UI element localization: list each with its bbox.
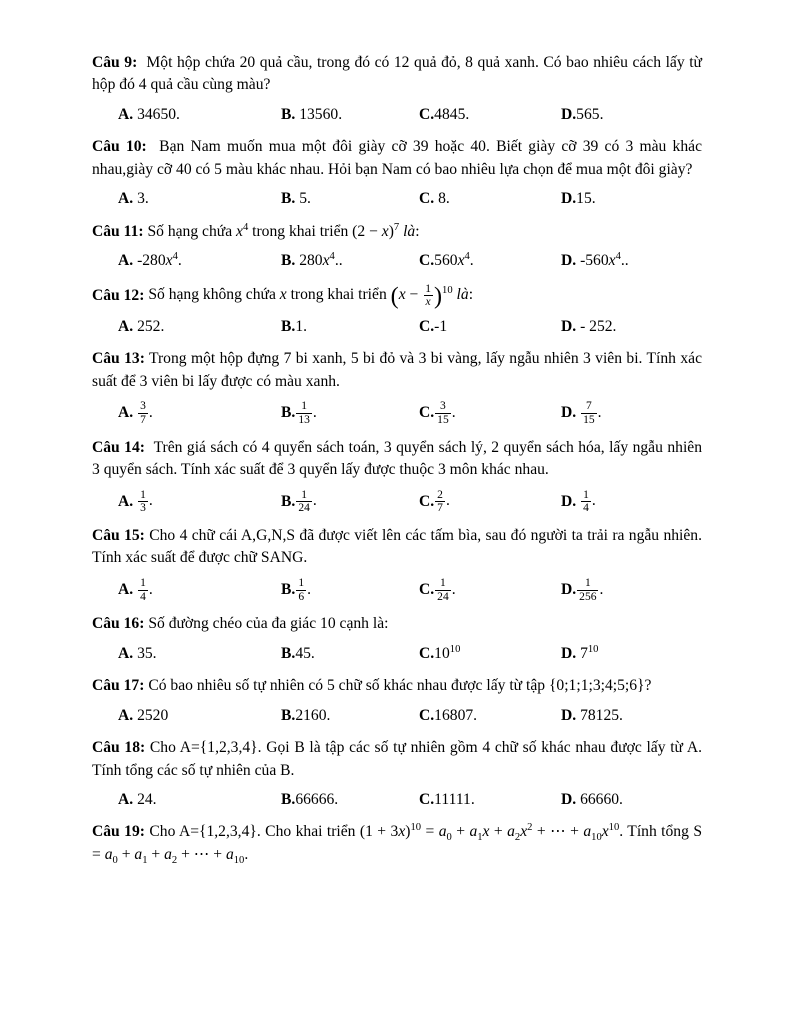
question-block <box>92 437 702 515</box>
question-paragraph <box>92 737 702 782</box>
answer-option <box>118 705 281 727</box>
question-paragraph <box>92 437 702 482</box>
option-value: -1 <box>434 318 448 335</box>
option-value: 15. <box>576 190 596 208</box>
option-value: $\frac{1}{4}$ . <box>140 576 153 603</box>
answer-option <box>561 705 702 727</box>
option-letter: B. <box>281 318 296 335</box>
answer-option <box>419 250 561 272</box>
answer-option <box>118 643 281 665</box>
options-row <box>92 104 702 126</box>
question-block <box>92 821 702 866</box>
answer-option <box>419 705 561 727</box>
option-letter: C. <box>419 492 435 510</box>
question-label: Câu 17: <box>92 677 145 695</box>
option-letter: D. <box>561 580 577 598</box>
question-label: Câu 18: <box>92 739 146 757</box>
question-text: Số đường chéo của đa giác 10 cạnh là: <box>144 615 389 633</box>
option-letter: D. <box>561 318 577 335</box>
question-text: Một hộp chứa 20 quả cầu, trong đó có 12 quả đỏ, 8 quả xanh. Có bao nhiêu cách lấy từ hộp đó 4 quả cầu cùng màu? <box>92 54 702 94</box>
question-block <box>92 52 702 126</box>
question-label: Câu 13: <box>92 350 145 368</box>
question-label: Câu 11: <box>92 222 144 240</box>
question-text: Trên giá sách có 4 quyển sách toán, 3 quyển sách lý, 2 quyển sách hóa, lấy ngẫu nhiên 3 quyển sách. Tính xác suất để 3 quyển lấy được thuộc 3 môn khác nhau. <box>92 438 702 479</box>
question-text: Số hạng không chứa x trong khai triển (x − $\frac{1}{x}$ )$^{10}$ là: <box>144 282 474 310</box>
option-letter: A. <box>118 492 134 510</box>
option-letter: D. <box>561 105 577 123</box>
answer-option <box>561 104 702 126</box>
option-value: 3. <box>133 190 149 208</box>
option-letter: B. <box>281 404 296 422</box>
option-letter: A. <box>118 791 134 809</box>
option-value: 35. <box>133 644 157 662</box>
question-paragraph <box>92 525 702 570</box>
option-value: $\frac{1}{24}$ . <box>298 488 317 515</box>
answer-option <box>281 188 419 210</box>
option-value: 24. <box>133 791 157 809</box>
answer-option <box>419 400 561 426</box>
option-value: 34650. <box>133 105 180 123</box>
options-row <box>92 643 702 665</box>
option-letter: B. <box>281 252 296 270</box>
options-row <box>92 400 702 426</box>
option-value: $280x^4$.. <box>295 250 343 270</box>
option-value: $560x^4$. <box>434 250 474 270</box>
option-letter: D. <box>561 706 577 724</box>
option-letter: B. <box>281 791 296 809</box>
question-label: Câu 19: <box>92 823 145 841</box>
question-label: Câu 16: <box>92 615 145 633</box>
question-text: Cho A={1,2,3,4}. Gọi B là tập các số tự nhiên gồm 4 chữ số khác nhau được lấy từ A. Tính tổng các số tự nhiên của B. <box>92 739 702 779</box>
option-value: $\frac{1}{6}$ . <box>298 576 311 603</box>
answer-option <box>118 577 281 603</box>
answer-option <box>118 250 281 272</box>
answer-option <box>419 316 561 338</box>
question-paragraph <box>92 348 702 393</box>
answer-option <box>561 250 702 272</box>
answer-option <box>281 643 419 665</box>
answer-option <box>419 577 561 603</box>
option-letter: D. <box>561 252 577 270</box>
option-value: $\frac{1}{256}$ . <box>579 576 604 603</box>
option-value: 13560. <box>295 105 343 123</box>
answer-option <box>561 789 702 811</box>
option-value: $\frac{1}{13}$ . <box>298 400 317 427</box>
option-letter: B. <box>281 492 296 510</box>
question-paragraph <box>92 221 702 243</box>
question-paragraph <box>92 136 702 181</box>
answer-option <box>419 104 561 126</box>
option-value: $10^{10}$ <box>434 643 461 662</box>
answer-option <box>118 400 281 426</box>
option-value: 4845. <box>434 105 470 123</box>
question-block <box>92 221 702 273</box>
option-letter: D. <box>561 791 577 809</box>
answer-option <box>281 577 419 603</box>
answer-option <box>118 104 281 126</box>
option-letter: B. <box>281 190 296 208</box>
option-letter: D. <box>561 404 577 422</box>
option-letter: C. <box>419 706 435 724</box>
answer-option <box>561 643 702 665</box>
option-letter: C. <box>419 105 435 123</box>
option-letter: C. <box>419 190 435 208</box>
option-letter: C. <box>419 252 435 270</box>
option-value: 66666. <box>295 791 339 809</box>
option-value: - 252. <box>576 318 617 335</box>
option-value: $\frac{3}{15}$ . <box>437 400 456 427</box>
question-paragraph <box>92 613 702 635</box>
question-label: Câu 15: <box>92 527 145 545</box>
option-value: $\frac{3}{7}$ . <box>140 400 153 427</box>
options-row <box>92 250 702 272</box>
options-row <box>92 577 702 603</box>
question-text: Số hạng chứa $x^4$ trong khai triển $(2 - x)^7$ là: <box>143 221 420 240</box>
question-paragraph <box>92 52 702 97</box>
option-letter: A. <box>118 252 134 270</box>
options-row <box>92 188 702 210</box>
option-value: 8. <box>434 190 450 208</box>
question-block <box>92 737 702 811</box>
question-block <box>92 525 702 603</box>
question-label: Câu 9: <box>92 54 138 71</box>
answer-option <box>118 316 281 338</box>
question-label: Câu 14: <box>92 438 145 456</box>
answer-option <box>419 489 561 515</box>
options-row <box>92 789 702 811</box>
question-paragraph <box>92 821 702 866</box>
option-letter: B. <box>281 644 296 662</box>
answer-option <box>561 188 702 210</box>
answer-option <box>419 188 561 210</box>
option-letter: D. <box>561 644 577 662</box>
question-block <box>92 136 702 210</box>
option-letter: C. <box>419 644 435 662</box>
question-text: Trong một hộp đựng 7 bi xanh, 5 bi đỏ và 3 bi vàng, lấy ngẫu nhiên 3 viên bi. Tính xác suất để 3 viên bi lấy được có màu xanh. <box>92 350 702 390</box>
option-value: 11111. <box>434 791 475 809</box>
option-letter: C. <box>419 404 435 422</box>
option-value: $\frac{1}{3}$ . <box>140 488 153 515</box>
option-value: 565. <box>576 105 604 123</box>
option-value: $7^{10}$ <box>576 643 599 662</box>
option-value: $\frac{7}{15}$ . <box>583 400 602 427</box>
option-letter: A. <box>118 190 134 208</box>
question-text: Cho A={1,2,3,4}. Cho khai triển $(1 + 3x)^{10} = a_0 + a_1x + a_2x^2$ + ⋯ + $a_{10}x^{10}$. Tính tổng $S = a_0 + a_1 + a_2$ + ⋯ + $a_{10}$. <box>92 822 702 867</box>
option-value: $\frac{2}{7}$ . <box>437 488 450 515</box>
option-letter: A. <box>118 706 134 724</box>
options-row <box>92 705 702 727</box>
option-letter: A. <box>118 404 134 422</box>
option-letter: A. <box>118 318 134 335</box>
answer-option <box>561 316 702 338</box>
answer-option <box>281 705 419 727</box>
answer-option <box>118 489 281 515</box>
option-letter: A. <box>118 580 134 598</box>
option-letter: C. <box>419 791 435 809</box>
options-row <box>92 316 702 338</box>
option-value: 2520 <box>133 706 169 724</box>
option-value: 16807. <box>434 706 478 724</box>
question-text: Cho 4 chữ cái A,G,N,S đã được viết lên các tấm bìa, sau đó người ta trải ra ngẫu nhiên. Tính xác suất để được chữ SANG. <box>92 527 702 567</box>
answer-option <box>281 250 419 272</box>
option-value: 2160. <box>295 706 331 724</box>
question-list <box>92 52 702 866</box>
answer-option <box>281 316 419 338</box>
option-letter: B. <box>281 706 296 724</box>
answer-option <box>561 489 702 515</box>
option-value: $-280x^4$. <box>133 250 182 270</box>
option-value: $-560x^4$.. <box>576 250 629 270</box>
option-letter: B. <box>281 580 296 598</box>
options-row <box>92 489 702 515</box>
answer-option <box>281 789 419 811</box>
option-letter: C. <box>419 318 435 335</box>
answer-option <box>118 188 281 210</box>
option-letter: B. <box>281 105 296 123</box>
question-block <box>92 283 702 339</box>
question-paragraph <box>92 675 702 697</box>
option-value: 5. <box>295 190 311 208</box>
answer-option <box>561 400 702 426</box>
question-text: Bạn Nam muốn mua một đôi giày cỡ 39 hoặc 40. Biết giày cỡ 39 có 3 màu khác nhau,giày cỡ 40 có 5 màu khác nhau. Hỏi bạn Nam có bao nhiêu lựa chọn để mua một đôi giày? <box>92 138 702 178</box>
question-label: Câu 12: <box>92 286 145 304</box>
answer-option <box>118 789 281 811</box>
option-value: 252. <box>133 318 165 335</box>
option-value: 1. <box>295 318 308 335</box>
answer-option <box>561 577 702 603</box>
question-block <box>92 348 702 426</box>
answer-option <box>281 489 419 515</box>
option-value: $\frac{1}{4}$ . <box>583 488 596 515</box>
question-label: Câu 10: <box>92 138 147 156</box>
question-paragraph <box>92 283 702 309</box>
option-value: 66660. <box>576 791 623 809</box>
question-text: Có bao nhiêu số tự nhiên có 5 chữ số khác nhau được lấy từ tập {0;1;1;3;4;5;6}? <box>144 677 652 695</box>
option-letter: D. <box>561 190 577 208</box>
option-letter: A. <box>118 105 134 123</box>
option-value: 45. <box>295 644 315 662</box>
option-value: $\frac{1}{24}$ . <box>437 576 456 603</box>
option-letter: A. <box>118 644 134 662</box>
option-letter: C. <box>419 580 435 598</box>
question-block <box>92 613 702 665</box>
option-letter: D. <box>561 492 577 510</box>
answer-option <box>281 400 419 426</box>
option-value: 78125. <box>576 706 623 724</box>
answer-option <box>281 104 419 126</box>
answer-option <box>419 789 561 811</box>
answer-option <box>419 643 561 665</box>
question-block <box>92 675 702 727</box>
